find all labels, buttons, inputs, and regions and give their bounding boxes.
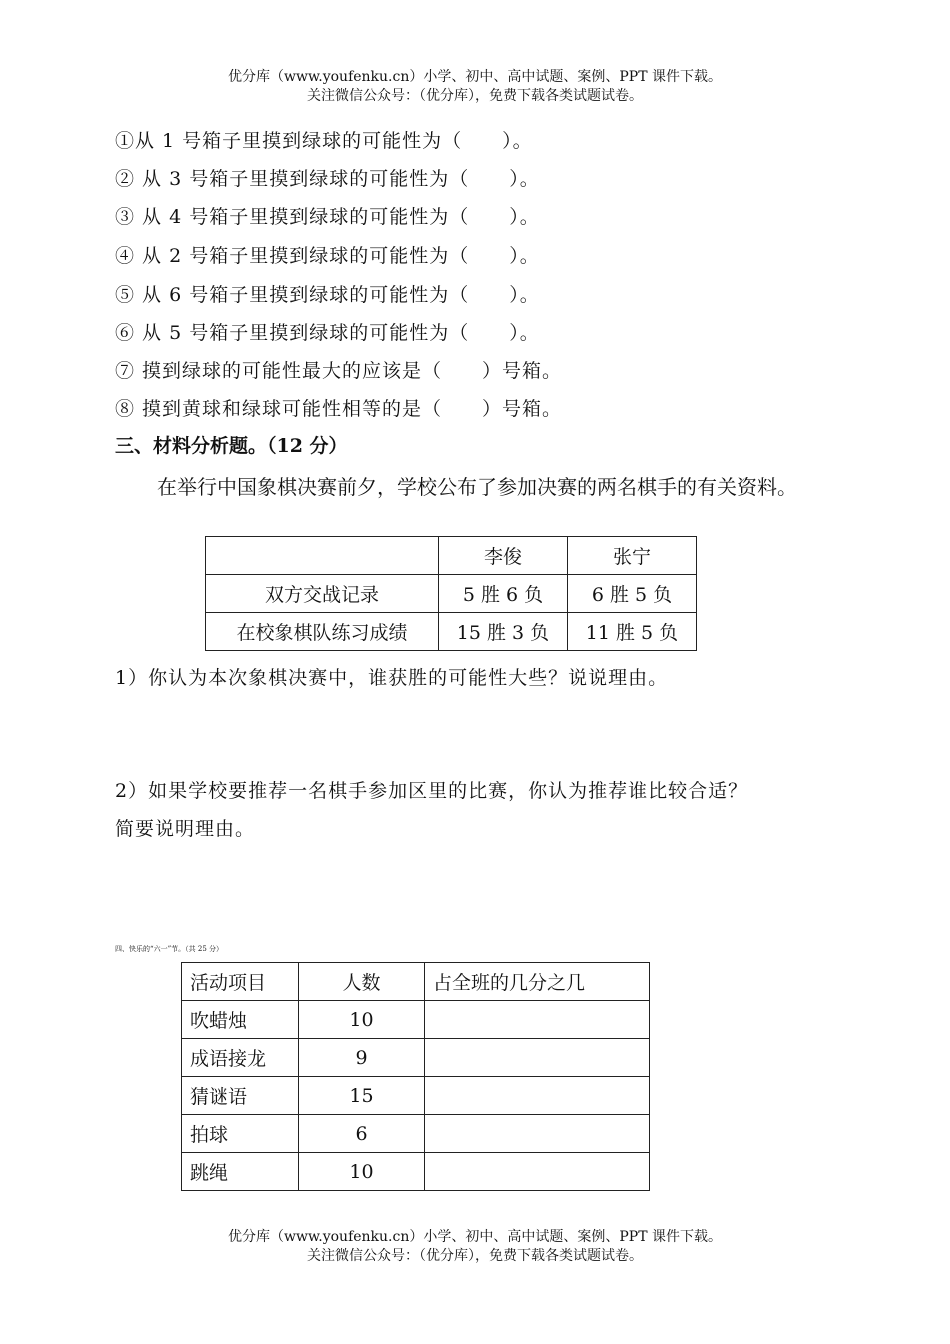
table-cell: 拍球 [182, 1115, 299, 1153]
page-header [0, 68, 950, 106]
table-row [182, 1039, 650, 1077]
table-row [182, 1001, 650, 1039]
question-3: ③ 从 4 号箱子里摸到绿球的可能性为（ ）。 [115, 206, 540, 228]
answer-cell [425, 1153, 650, 1191]
footer-line-1: 优分库（www.youfenku.cn）小学、初中、高中试题、案例、PPT 课件下载。 [227, 1229, 722, 1245]
table-row [182, 1077, 650, 1115]
question-7: ⑦ 摸到绿球的可能性最大的应该是（ ）号箱。 [115, 360, 563, 382]
answer-cell [425, 1039, 650, 1077]
table-row [182, 1153, 650, 1191]
footer-line-2: 关注微信公众号：（优分库），免费下载各类试题试卷。 [307, 1248, 643, 1264]
section-3-question-1: 1）你认为本次象棋决赛中，谁获胜的可能性大些？说说理由。 [115, 667, 669, 689]
table-row [206, 575, 697, 613]
table-header-row [206, 537, 697, 575]
table-cell: 在校象棋队练习成绩 [206, 613, 439, 651]
question-8: ⑧ 摸到黄球和绿球可能性相等的是（ ）号箱。 [115, 398, 563, 420]
table-cell: 跳绳 [182, 1153, 299, 1191]
header-line-1: 优分库（www.youfenku.cn）小学、初中、高中试题、案例、PPT 课件下载。 [227, 69, 722, 85]
header-line-2: 关注微信公众号：（优分库），免费下载各类试题试卷。 [307, 88, 643, 104]
table-cell: 9 [299, 1039, 425, 1077]
table-cell: 15 [299, 1077, 425, 1115]
answer-cell [425, 1115, 650, 1153]
table-cell: 15 胜 3 负 [439, 613, 568, 651]
table-cell: 吹蜡烛 [182, 1001, 299, 1039]
page-footer [0, 1228, 950, 1266]
table-cell: 10 [299, 1001, 425, 1039]
table-cell: 成语接龙 [182, 1039, 299, 1077]
question-1: ①从 1 号箱子里摸到绿球的可能性为（ ）。 [115, 130, 533, 152]
activities-table [181, 962, 650, 1191]
table-cell: 6 [299, 1115, 425, 1153]
section-3-question-2-line-1: 2）如果学校要推荐一名棋手参加区里的比赛，你认为推荐谁比较合适？ [115, 780, 749, 802]
section-4-title: 四、快乐的“六一”节。（共 25 分） [115, 945, 224, 953]
question-2: ② 从 3 号箱子里摸到绿球的可能性为（ ）。 [115, 168, 540, 190]
table-cell: 双方交战记录 [206, 575, 439, 613]
table-cell: 6 胜 5 负 [568, 575, 697, 613]
table-header-row [182, 963, 650, 1001]
table-header-cell: 张宁 [568, 537, 697, 575]
table-row [182, 1115, 650, 1153]
table-header-cell: 人数 [299, 963, 425, 1001]
question-6: ⑥ 从 5 号箱子里摸到绿球的可能性为（ ）。 [115, 322, 540, 344]
answer-cell [425, 1001, 650, 1039]
table-cell: 5 胜 6 负 [439, 575, 568, 613]
table-row [206, 613, 697, 651]
question-5: ⑤ 从 6 号箱子里摸到绿球的可能性为（ ）。 [115, 284, 540, 306]
answer-cell [425, 1077, 650, 1115]
section-3-intro: 在举行中国象棋决赛前夕，学校公布了参加决赛的两名棋手的有关资料。 [157, 475, 797, 499]
table-header-cell [206, 537, 439, 575]
table-header-cell: 占全班的几分之几 [425, 963, 650, 1001]
section-3-question-2-line-2: 简要说明理由。 [115, 818, 256, 840]
table-header-cell: 活动项目 [182, 963, 299, 1001]
table-cell: 10 [299, 1153, 425, 1191]
section-3-title: 三、材料分析题。（12 分） [115, 435, 348, 457]
question-4: ④ 从 2 号箱子里摸到绿球的可能性为（ ）。 [115, 245, 540, 267]
table-header-cell: 李俊 [439, 537, 568, 575]
table-cell: 猜谜语 [182, 1077, 299, 1115]
table-cell: 11 胜 5 负 [568, 613, 697, 651]
chess-records-table [205, 536, 697, 651]
